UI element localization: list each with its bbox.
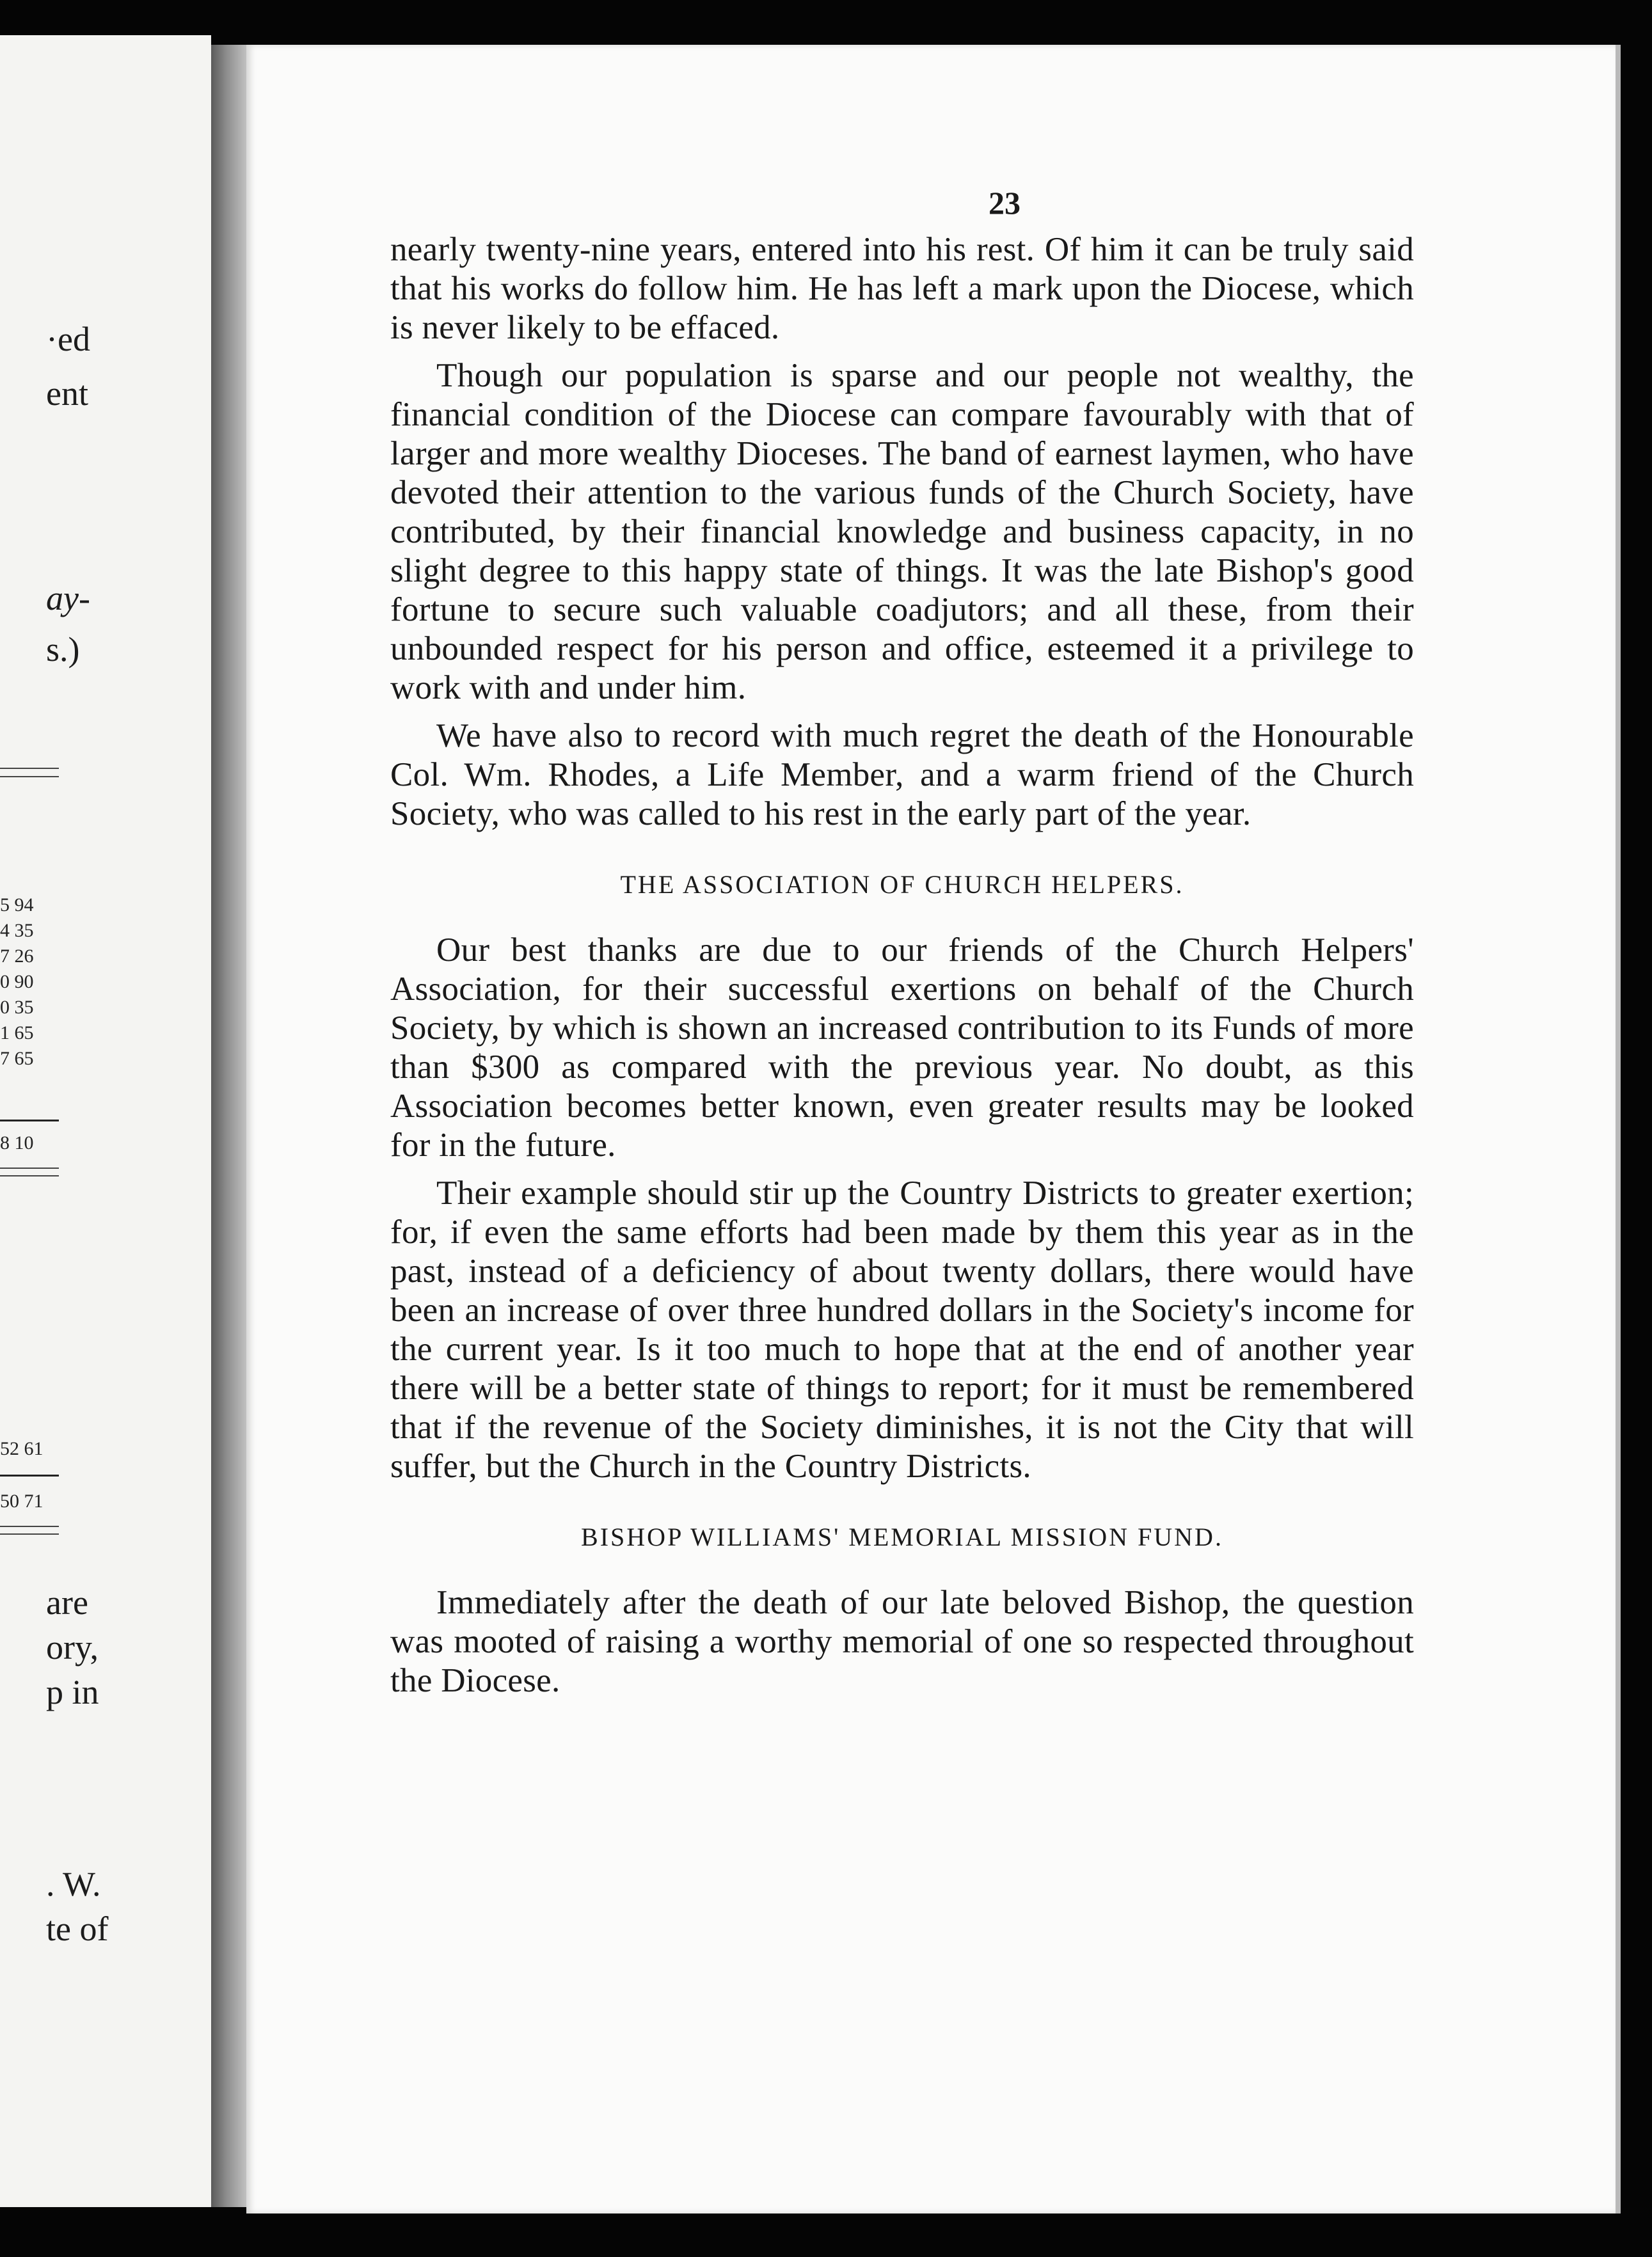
left-number: 7 26 — [0, 946, 34, 967]
left-number: 7 65 — [0, 1048, 34, 1069]
page-number: 23 — [989, 185, 1021, 221]
left-rule — [0, 776, 59, 777]
paragraph: Immediately after the death of our late beloved Bishop, the question was mooted of raising a worthy memorial of one so respected throughout the Diocese. — [390, 1584, 1414, 1699]
paragraph: Their example should stir up the Country Districts to greater exertion; for, if even the same efforts had been made by them this year as in the past, instead of a deficiency of about twenty dollars, there would have been an increase of over three hundred dollars in the Society's income for the current year. Is it too much to hope that at the end of another year there will be a better state of things to report; for it must be remembered that if the revenue of the Society diminishes, it is not the City that will suffer, but the Church in the Country Districts. — [390, 1175, 1414, 1485]
left-rule — [0, 1120, 59, 1121]
left-text-fragment: are — [46, 1583, 88, 1622]
left-rule — [0, 1475, 59, 1477]
paragraph: We have also to record with much regret the death of the Honourable Col. Wm. Rhodes, a Life Member, and a warm friend of the Church Society, who was called to his rest in the early part of the year. — [390, 717, 1414, 832]
left-number: 50 71 — [0, 1491, 44, 1512]
left-text-fragment: s.) — [46, 630, 80, 669]
page-body — [390, 230, 1414, 1709]
left-number: 8 10 — [0, 1132, 34, 1153]
section-heading: THE ASSOCIATION OF CHURCH HELPERS. — [620, 870, 1184, 899]
left-rule — [0, 1175, 59, 1176]
left-number: 1 65 — [0, 1022, 34, 1043]
document-page — [246, 45, 1616, 2213]
left-number: 4 35 — [0, 920, 34, 941]
left-text-fragment: ·ed — [46, 320, 90, 358]
section-heading: BISHOP WILLIAMS' MEMORIAL MISSION FUND. — [581, 1523, 1223, 1551]
left-text-fragment: ent — [46, 374, 88, 413]
left-page-fragment — [0, 35, 211, 2207]
left-text-fragment: . W. — [46, 1865, 101, 1903]
left-rule — [0, 1168, 59, 1169]
page-edge — [1616, 45, 1621, 2213]
left-text-fragment: p in — [46, 1673, 99, 1711]
left-number: 0 35 — [0, 997, 34, 1018]
gutter-shadow — [211, 45, 250, 2207]
left-number: 5 94 — [0, 894, 34, 915]
left-text-fragment: ay- — [46, 579, 90, 617]
left-rule — [0, 768, 59, 769]
left-rule — [0, 1533, 59, 1535]
paragraph: nearly twenty-nine years, entered into his rest. Of him it can be truly said that his works do follow him. He has left a mark upon the Diocese, which is never likely to be effaced. — [390, 231, 1414, 346]
left-rule — [0, 1526, 59, 1527]
left-number: 0 90 — [0, 971, 34, 992]
left-text-fragment: te of — [46, 1910, 109, 1948]
left-number: 52 61 — [0, 1438, 44, 1459]
paragraph: Our best thanks are due to our friends of the Church Helpers' Association, for their successful exertions on behalf of the Church Society, by which is shown an increased contribution to its Funds of more than $300 as compared with the previous year. No doubt, as this Association becomes better known, even greater results may be looked for in the future. — [390, 931, 1414, 1164]
paragraph: Though our population is sparse and our people not wealthy, the financial condition of the Diocese can compare favourably with that of larger and more wealthy Dioceses. The band of earnest laymen, who have devoted their attention to the various funds of the Church Society, have contributed, by their financial knowledge and business capacity, in no slight degree to this happy state of things. It was the late Bishop's good fortune to secure such valuable coadjutors; and all these, from their unbounded respect for his person and office, esteemed it a privilege to work with and under him. — [390, 357, 1414, 706]
left-text-fragment: ory, — [46, 1628, 99, 1667]
